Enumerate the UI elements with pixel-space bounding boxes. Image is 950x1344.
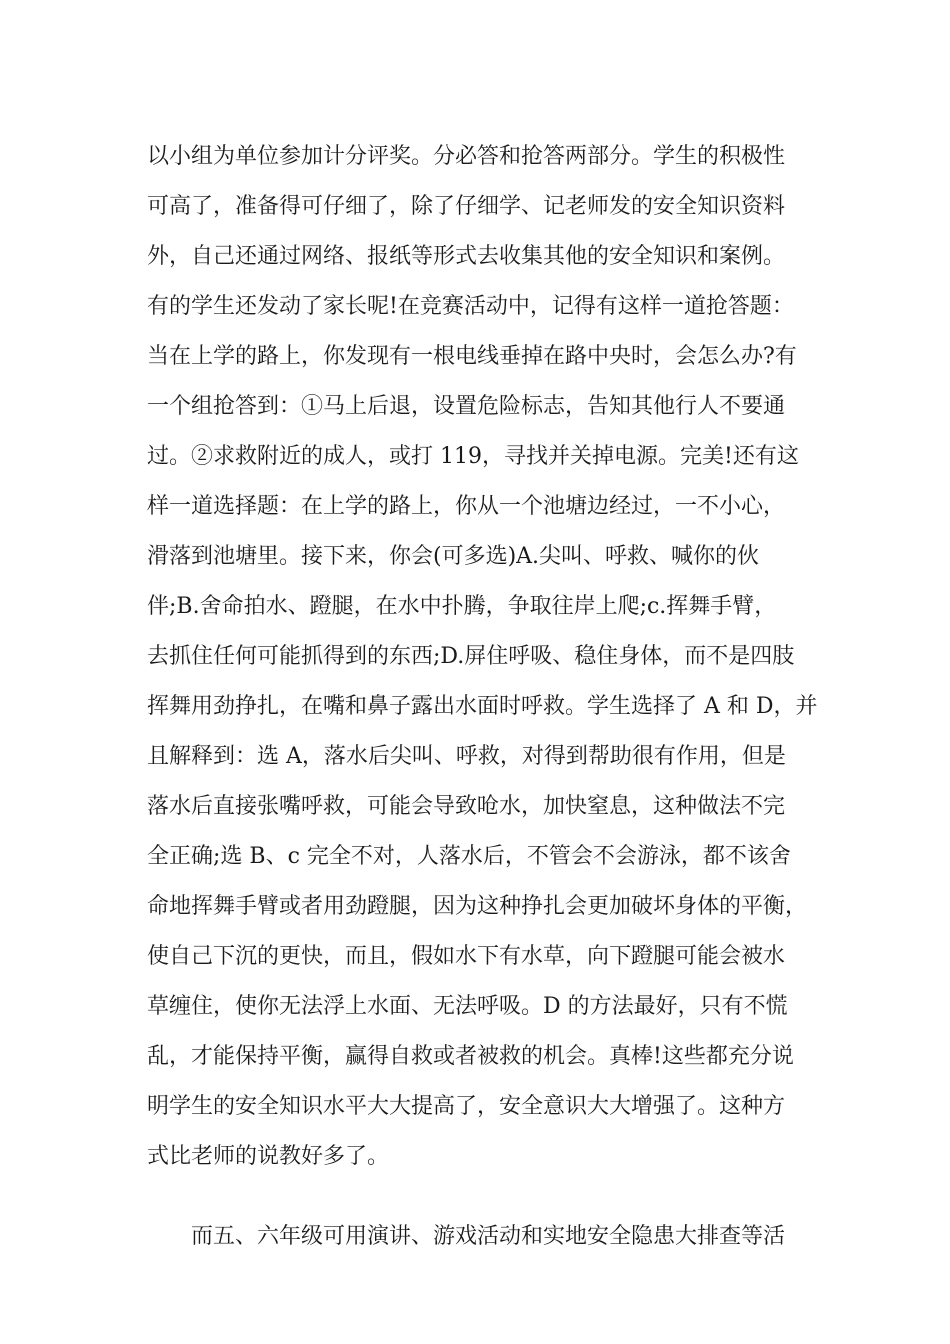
text-line: 伴;B.舍命拍水、蹬腿，在水中扑腾，争取往岸上爬;c.挥舞手臂， [147,594,777,619]
text-line: 外，自己还通过网络、报纸等形式去收集其他的安全知识和案例。 [147,244,786,269]
text-line: 去抓住任何可能抓得到的东西;D.屏住呼吸、稳住身体，而不是四肢 [147,644,795,669]
text-line: 明学生的安全知识水平大大提高了，安全意识大大增强了。这种方 [147,1094,786,1119]
text-line: 乱，才能保持平衡，赢得自救或者被救的机会。真棒!这些都充分说 [147,1044,794,1069]
paragraph-1 [147,132,827,1182]
text-line: 当在上学的路上，你发现有一根电线垂掉在路中央时，会怎么办?有 [147,344,797,369]
text-line: 以小组为单位参加计分评奖。分必答和抢答两部分。学生的积极性 [147,144,786,169]
paragraph-spacer [147,1182,827,1212]
body-text [147,132,827,1262]
paragraph-2 [147,1212,827,1262]
text-line: 落水后直接张嘴呼救，可能会导致呛水，加快窒息，这种做法不完 [147,794,786,819]
text-line: 滑落到池塘里。接下来，你会(可多选)A.尖叫、呼救、喊你的伙 [147,544,760,569]
text-line: 草缠住，使你无法浮上水面、无法呼吸。D 的方法最好，只有不慌 [147,994,788,1019]
text-line: 使自己下沉的更快，而且，假如水下有水草，向下蹬腿可能会被水 [147,944,786,969]
text-line: 过。②求救附近的成人，或打 119，寻找并关掉电源。完美!还有这 [147,444,799,469]
text-line: 挥舞用劲挣扎，在嘴和鼻子露出水面时呼救。学生选择了 A 和 D，并 [147,694,818,719]
text-line: 且解释到：选 A，落水后尖叫、呼救，对得到帮助很有作用，但是 [147,744,786,769]
text-line: 样一道选择题：在上学的路上，你从一个池塘边经过，一不小心， [147,494,786,519]
text-line: 可高了，准备得可仔细了，除了仔细学、记老师发的安全知识资料 [147,194,786,219]
text-line: 一个组抢答到：①马上后退，设置危险标志，告知其他行人不要通 [147,394,786,419]
text-line: 全正确;选 B、c 完全不对，人落水后，不管会不会游泳，都不该舍 [147,844,791,869]
text-line: 命地挥舞手臂或者用劲蹬腿，因为这种挣扎会更加破坏身体的平衡， [147,894,808,919]
text-line: 有的学生还发动了家长呢!在竞赛活动中，记得有这样一道抢答题： [147,294,794,319]
text-line: 而五、六年级可用演讲、游戏活动和实地安全隐患大排查等活 [191,1224,786,1249]
text-line: 式比老师的说教好多了。 [147,1144,390,1169]
